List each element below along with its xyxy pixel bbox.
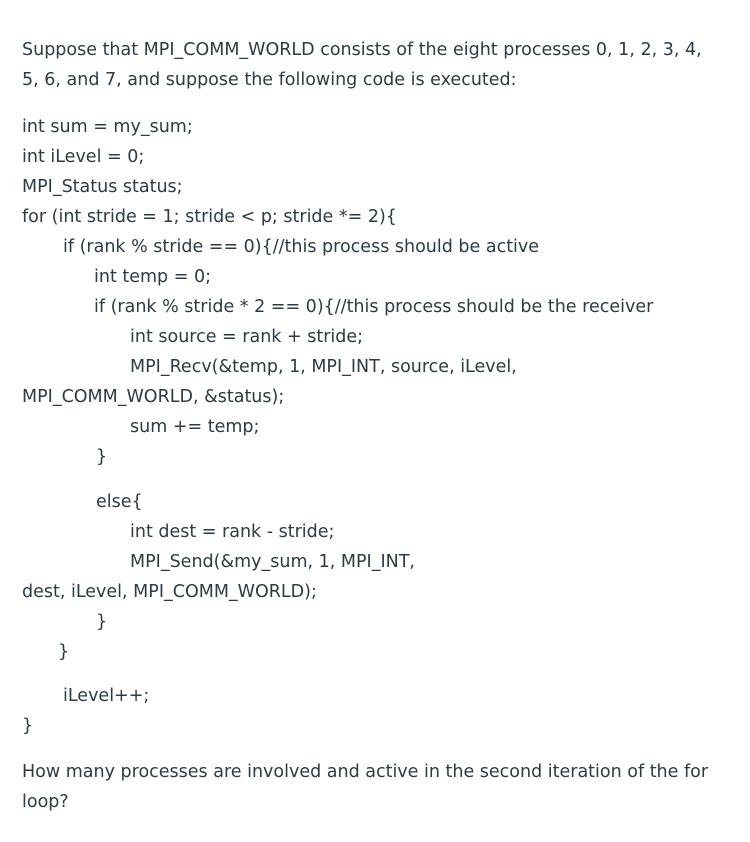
intro-line-2: 5, 6, and 7, and suppose the following code is executed: xyxy=(22,70,517,90)
code-line: } xyxy=(96,447,108,467)
code-line: if (rank % stride * 2 == 0){//this process should be the receiver xyxy=(94,297,654,317)
code-line: dest, iLevel, MPI_COMM_WORLD); xyxy=(22,582,317,602)
code-line: } xyxy=(22,716,34,736)
code-line: else{ xyxy=(96,492,143,512)
code-line: int temp = 0; xyxy=(94,267,211,287)
code-line: int source = rank + stride; xyxy=(130,327,364,347)
prompt-line-2: loop? xyxy=(22,792,69,812)
intro-line-1: Suppose that MPI_COMM_WORLD consists of the eight processes 0, 1, 2, 3, 4, xyxy=(22,40,702,60)
code-line: MPI_Status status; xyxy=(22,177,183,197)
code-line: for (int stride = 1; stride < p; stride *= 2){ xyxy=(22,207,397,227)
code-line: MPI_COMM_WORLD, &status); xyxy=(22,387,285,407)
code-line: int iLevel = 0; xyxy=(22,147,145,167)
code-line: sum += temp; xyxy=(130,417,260,437)
code-line: MPI_Send(&my_sum, 1, MPI_INT, xyxy=(130,552,415,572)
prompt-line-1: How many processes are involved and active in the second iteration of the for xyxy=(22,762,709,782)
code-line: } xyxy=(58,642,70,662)
code-line: if (rank % stride == 0){//this process should be active xyxy=(63,237,540,257)
code-line: } xyxy=(96,612,108,632)
code-line: iLevel++; xyxy=(63,686,150,706)
code-line: MPI_Recv(&temp, 1, MPI_INT, source, iLevel, xyxy=(130,357,517,377)
code-line: int sum = my_sum; xyxy=(22,117,193,137)
code-line: int dest = rank - stride; xyxy=(130,522,335,542)
